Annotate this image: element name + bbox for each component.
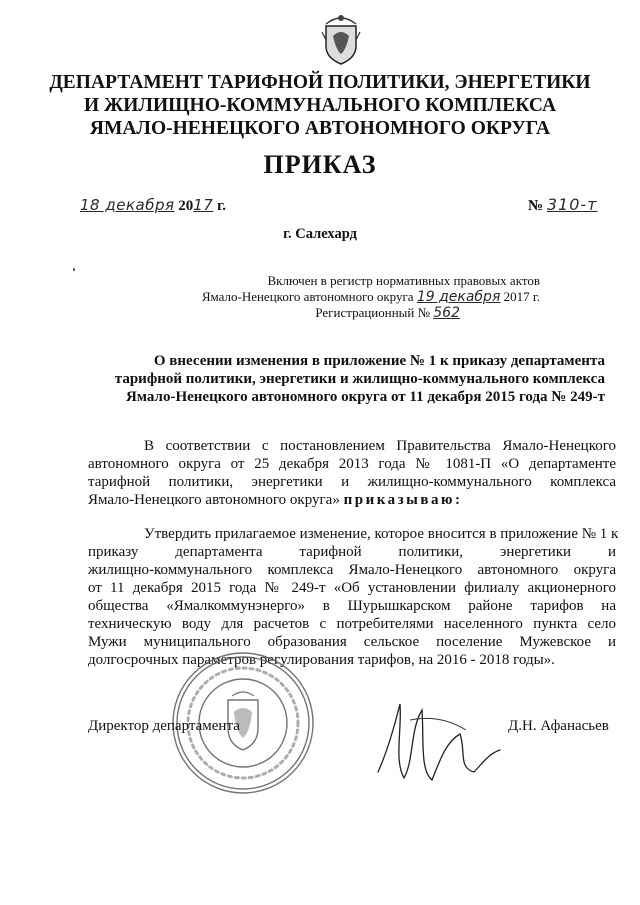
order-line: Мужи муниципального образования сельское поселение Мужевское и xyxy=(88,634,616,650)
year-suffix: г. xyxy=(213,198,226,214)
preamble-text: Ямало-Ненецкого автономного округа» xyxy=(88,492,344,508)
order-line: техническую воду для расчетов с потребителями населенного пункта село xyxy=(88,616,616,632)
order-line: общества «Ямалкоммунэнерго» в Шурышкарском районе тарифов на xyxy=(88,598,616,614)
order-word-colon: : xyxy=(454,492,460,508)
preamble-line: автономного округа от 25 декабря 2013 года № 1081-П «О департаменте xyxy=(88,456,616,472)
registration-year: 2017 г. xyxy=(500,289,540,304)
handwritten-signature xyxy=(370,690,510,790)
order-line: жилищно-коммунального комплекса Ямало-Ненецкого автономного округа xyxy=(88,562,616,578)
org-name-line-1: ДЕПАРТАМЕНТ ТАРИФНОЙ ПОЛИТИКИ, ЭНЕРГЕТИКИ xyxy=(49,72,591,93)
registration-line-3 xyxy=(180,305,460,321)
org-name-line-2: И ЖИЛИЩНО-КОММУНАЛЬНОГО КОМПЛЕКСА xyxy=(83,95,557,116)
handwritten-registration-number: 562 xyxy=(433,305,460,321)
handwritten-number: 310-т xyxy=(546,195,598,214)
order-date xyxy=(80,196,226,215)
signer-name: Д.Н. Афанасьев xyxy=(508,718,609,734)
order-number xyxy=(528,195,597,215)
order-line: от 11 декабря 2015 года № 249-т «Об установлении филиалу акционерного xyxy=(88,580,616,596)
org-name-line-3: ЯМАЛО-НЕНЕЦКОГО АВТОНОМНОГО ОКРУГА xyxy=(89,118,551,139)
order-word: приказываю xyxy=(343,492,455,508)
preamble-line: тарифной политики, энергетики и жилищно-коммунального комплекса xyxy=(88,474,616,490)
registration-prefix: Ямало-Ненецкого автономного округа xyxy=(201,289,417,304)
city: г. Салехард xyxy=(283,226,357,242)
subject-line-1: О внесении изменения в приложение № 1 к приказу департамента xyxy=(153,353,605,369)
signer-position: Директор департамента xyxy=(88,718,240,734)
handwritten-year: 17 xyxy=(193,196,214,214)
registration-number-label: Регистрационный № xyxy=(315,305,434,320)
handwritten-registration-date: 19 декабря xyxy=(416,289,501,305)
subject-line-3: Ямало-Ненецкого автономного округа от 11 декабря 2015 года № 249-т xyxy=(125,389,605,405)
scan-mark xyxy=(73,268,75,271)
order-line: долгосрочных параметров регулирования тарифов, на 2016 - 2018 годы». xyxy=(88,652,555,668)
document-type-title: ПРИКАЗ xyxy=(263,150,377,179)
subject-line-2: тарифной политики, энергетики и жилищно-коммунального комплекса xyxy=(114,371,605,387)
preamble-line: В соответствии с постановлением Правительства Ямало-Ненецкого xyxy=(144,438,616,454)
handwritten-date: 18 декабря xyxy=(80,196,175,214)
preamble-line xyxy=(88,491,616,509)
number-label: № xyxy=(528,198,547,214)
coat-of-arms-icon xyxy=(318,10,364,66)
order-line: Утвердить прилагаемое изменение, которое вносится в приложение № 1 к xyxy=(144,526,619,542)
registration-line-1: Включен в регистр нормативных правовых актов xyxy=(267,273,540,288)
year-prefix: 20 xyxy=(174,198,194,214)
order-line: приказу департамента тарифной политики, энергетики и xyxy=(88,544,616,560)
registration-line-2 xyxy=(180,289,540,305)
